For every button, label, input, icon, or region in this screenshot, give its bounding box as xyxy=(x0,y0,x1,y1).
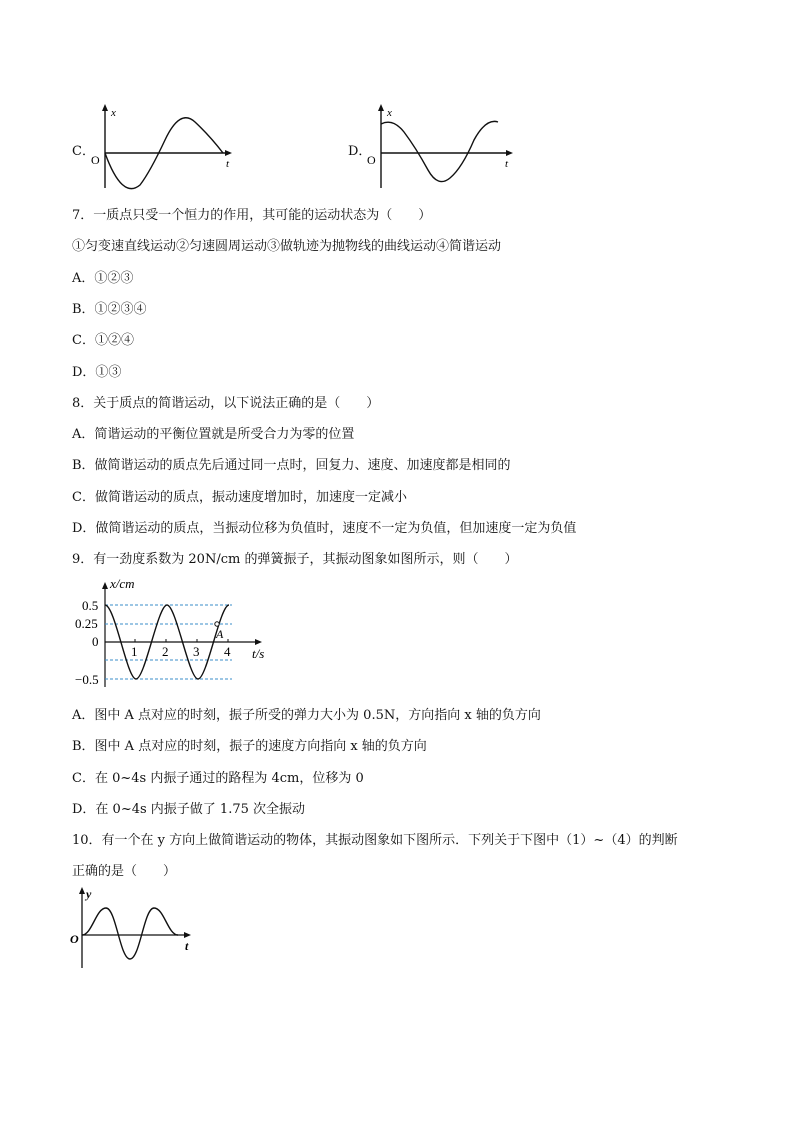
y-axis-arrow xyxy=(79,887,85,894)
t-axis-arrow xyxy=(184,932,191,938)
ytick-0.5: 0.5 xyxy=(82,598,99,613)
q9-option-a: A．图中 A 点对应的时刻，振子所受的弹力大小为 0.5N，方向指向 x 轴的负方向 xyxy=(72,708,541,723)
t-axis-arrow xyxy=(255,639,262,645)
ytick-minus-0.5: −0.5 xyxy=(75,672,99,687)
axis-x-label: x xyxy=(387,107,392,119)
axis-x-label: x xyxy=(111,107,116,119)
q9-option-c: C．在 0~4s 内振子通过的路程为 4cm，位移为 0 xyxy=(72,771,364,786)
axis-t-label: t xyxy=(505,158,509,170)
origin-label: O xyxy=(70,932,79,946)
ytick-0.25: 0.25 xyxy=(75,616,98,631)
q7-stem: 7．一质点只受一个恒力的作用，其可能的运动状态为（ ） xyxy=(72,208,432,223)
y-axis-label: x/cm xyxy=(110,576,135,591)
axis-t-label: t xyxy=(226,158,230,170)
x-axis-arrow xyxy=(378,104,384,111)
graph-option-d xyxy=(366,100,526,192)
xtick-1: 1 xyxy=(131,644,138,659)
q7-list: ①匀变速直线运动②匀速圆周运动③做轨迹为抛物线的曲线运动④简谐运动 xyxy=(72,239,502,254)
t-axis-arrow xyxy=(225,150,232,156)
q8-stem: 8．关于质点的简谐运动，以下说法正确的是（ ） xyxy=(72,396,380,411)
option-c-label: C． xyxy=(72,144,95,159)
origin-label: O xyxy=(91,153,100,167)
point-a-label: A xyxy=(216,627,224,641)
q10-stem-line2: 正确的是（ ） xyxy=(72,864,177,879)
q8-option-d: D．做简谐运动的质点，当振动位移为负值时，速度不一定为负值，但加速度一定为负值 xyxy=(72,521,577,536)
q7-option-d: D．①③ xyxy=(72,365,122,380)
q9-stem: 9．有一劲度系数为 20N/cm 的弹簧振子，其振动图象如图所示，则（ ） xyxy=(72,552,518,567)
ytick-0: 0 xyxy=(92,634,99,649)
q8-option-a: A．简谐运动的平衡位置就是所受合力为零的位置 xyxy=(72,427,355,442)
q8-option-b: B．做简谐运动的质点先后通过同一点时，回复力、速度、加速度都是相同的 xyxy=(72,458,511,473)
t-axis-arrow xyxy=(506,150,513,156)
q7-option-a: A．①②③ xyxy=(72,271,134,286)
q10-stem-line1: 10．有一个在 y 方向上做简谐运动的物体，其振动图象如下图所示．下列关于下图中（1）~（4）的判断 xyxy=(72,833,678,848)
option-d-label: D． xyxy=(348,144,372,159)
y-axis-arrow xyxy=(102,582,108,589)
y-axis-label: y xyxy=(86,887,92,901)
q10-vibration-graph xyxy=(68,884,198,972)
xtick-4: 4 xyxy=(224,644,231,659)
xtick-2: 2 xyxy=(162,644,169,659)
origin-label: O xyxy=(367,153,376,167)
q9-option-d: D．在 0~4s 内振子做了 1.75 次全振动 xyxy=(72,802,306,817)
q8-option-c: C．做简谐运动的质点，振动速度增加时，加速度一定减小 xyxy=(72,490,407,505)
curve xyxy=(82,908,178,959)
q7-option-c: C．①②④ xyxy=(72,333,134,348)
q7-option-b: B．①②③④ xyxy=(72,302,147,317)
x-axis-arrow xyxy=(102,104,108,111)
curve xyxy=(381,121,498,181)
graph-option-c xyxy=(90,100,250,192)
point-a xyxy=(215,622,219,626)
q9-option-b: B．图中 A 点对应的时刻，振子的速度方向指向 x 轴的负方向 xyxy=(72,739,427,754)
t-axis-label: t xyxy=(185,939,189,953)
xtick-3: 3 xyxy=(193,644,200,659)
x-axis-label: t/s xyxy=(252,646,265,661)
q9-vibration-graph xyxy=(72,575,282,695)
